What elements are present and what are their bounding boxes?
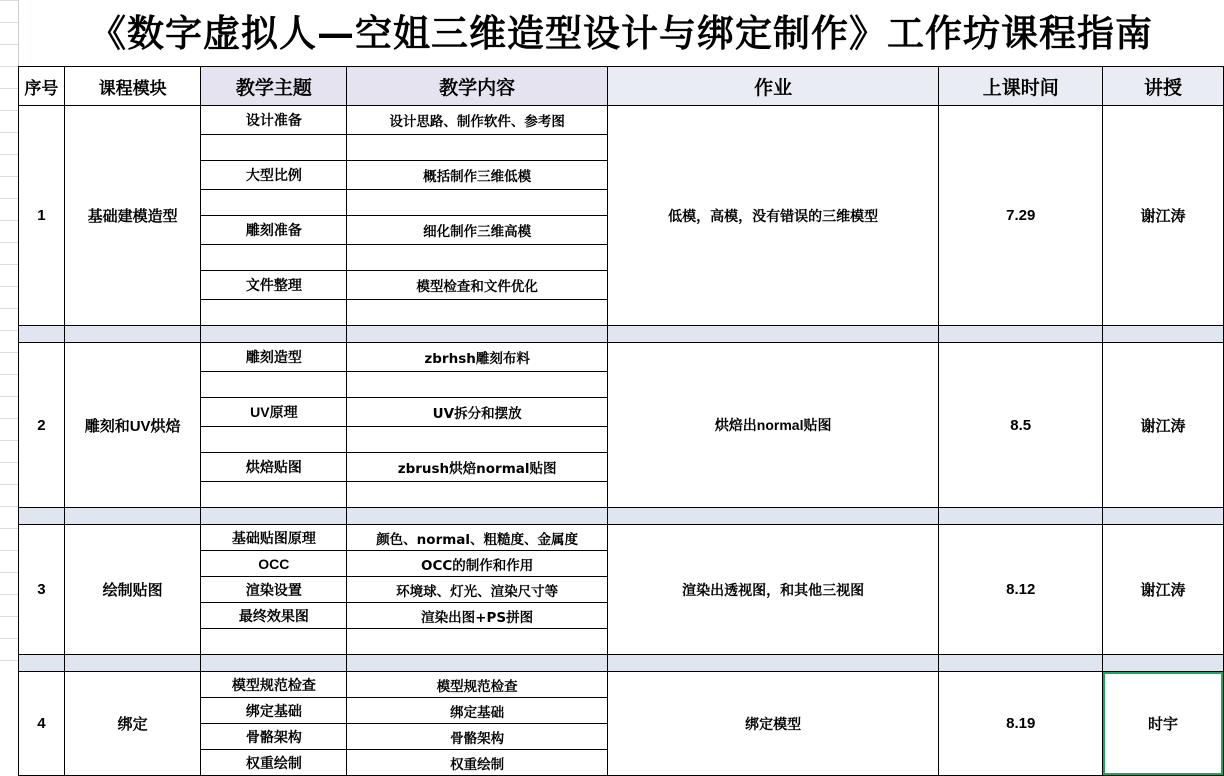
divider-cell [347,326,608,343]
gutter-row-line [0,374,18,375]
gutter-row-line [0,594,18,595]
gutter-row-line [0,110,18,111]
gutter-row-line [0,396,18,397]
gutter-row-line [0,638,18,639]
cell-topic: 权重绘制 [201,750,347,776]
course-schedule-table [18,66,1224,776]
header-teacher: 讲授 [1103,67,1224,106]
gutter-row-line [0,330,18,331]
cell-seq: 1 [19,106,65,326]
gutter-row-line [0,660,18,661]
cell-time: 8.19 [939,672,1103,776]
gutter-row-line [0,528,18,529]
gutter-row-line [0,154,18,155]
divider-cell [607,326,938,343]
gutter-row-line [0,506,18,507]
gutter-row-line [0,44,18,45]
table-header-row [19,67,1224,106]
cell-content: 颜色、normal、粗糙度、金属度 [347,525,608,551]
gutter-row-line [0,484,18,485]
gutter-row-line [0,440,18,441]
cell-topic: 基础贴图原理 [201,525,347,551]
cell-content [347,482,608,508]
divider-cell [19,655,65,672]
divider-cell [607,508,938,525]
table-row [19,343,1224,372]
gutter-row-line [0,220,18,221]
table-row [19,525,1224,551]
divider-cell [201,655,347,672]
gutter-row-line [0,66,18,67]
gutter-row-line [0,462,18,463]
cell-content [347,629,608,655]
cell-teacher: 谢江涛 [1103,106,1224,326]
cell-topic: 最终效果图 [201,603,347,629]
cell-teacher: 谢江涛 [1103,525,1224,655]
cell-content: 骨骼架构 [347,724,608,750]
divider-cell [1103,655,1224,672]
divider-cell [64,508,201,525]
cell-homework: 渲染出透视图，和其他三视图 [607,525,938,655]
cell-content: 模型检查和文件优化 [347,271,608,300]
cell-topic: 大型比例 [201,161,347,190]
page-title: 《数字虚拟人—空姐三维造型设计与绑定制作》工作坊课程指南 [89,10,1153,55]
document-title-cell [18,0,1224,67]
header-time: 上课时间 [939,67,1103,106]
cell-content: 概括制作三维低模 [347,161,608,190]
gutter-row-line [0,176,18,177]
cell-topic: 绑定基础 [201,698,347,724]
cell-time: 8.12 [939,525,1103,655]
gutter-row-line [0,418,18,419]
gutter-row-line [0,352,18,353]
cell-seq: 4 [19,672,65,776]
cell-content: 权重绘制 [347,750,608,776]
cell-topic [201,372,347,398]
gutter-row-line [0,572,18,573]
gutter-row-line [0,616,18,617]
cell-seq: 3 [19,525,65,655]
cell-content: 模型规范检查 [347,672,608,698]
divider-cell [201,508,347,525]
row-gutter [0,0,19,671]
section-divider-row [19,655,1224,672]
cell-topic [201,135,347,161]
cell-content [347,190,608,216]
cell-topic: 渲染设置 [201,577,347,603]
gutter-row-line [0,198,18,199]
cell-topic: 雕刻造型 [201,343,347,372]
cell-content [347,135,608,161]
cell-topic: 雕刻准备 [201,216,347,245]
cell-content [347,245,608,271]
cell-topic: 烘焙贴图 [201,453,347,482]
divider-cell [347,655,608,672]
divider-cell [19,326,65,343]
cell-topic [201,245,347,271]
cell-topic: 设计准备 [201,106,347,135]
gutter-row-line [0,88,18,89]
table-row [19,106,1224,135]
cell-content: 设计思路、制作软件、参考图 [347,106,608,135]
gutter-row-line [0,0,18,1]
gutter-row-line [0,22,18,23]
header-content: 教学内容 [347,67,608,106]
divider-cell [64,655,201,672]
section-divider-row [19,508,1224,525]
cell-topic [201,427,347,453]
divider-cell [347,508,608,525]
cell-content: zbrhsh雕刻布料 [347,343,608,372]
divider-cell [1103,326,1224,343]
cell-module: 绑定 [64,672,201,776]
gutter-row-line [0,132,18,133]
cell-time: 8.5 [939,343,1103,508]
cell-time: 7.29 [939,106,1103,326]
divider-cell [939,326,1103,343]
cell-module: 基础建模造型 [64,106,201,326]
cell-teacher: 时宇 [1103,672,1224,776]
cell-content: UV拆分和摆放 [347,398,608,427]
gutter-row-line [0,550,18,551]
divider-cell [64,326,201,343]
cell-content [347,300,608,326]
divider-cell [201,326,347,343]
cell-module: 绘制贴图 [64,525,201,655]
section-divider-row [19,326,1224,343]
divider-cell [1103,508,1224,525]
cell-content: OCC的制作和作用 [347,551,608,577]
cell-content: 细化制作三维高模 [347,216,608,245]
cell-topic [201,190,347,216]
header-topic: 教学主题 [201,67,347,106]
cell-topic [201,300,347,326]
header-module: 课程模块 [64,67,201,106]
cell-topic: 文件整理 [201,271,347,300]
table-body [19,106,1224,776]
cell-content: 绑定基础 [347,698,608,724]
gutter-row-line [0,264,18,265]
header-seq: 序号 [19,67,65,106]
cell-homework: 绑定模型 [607,672,938,776]
table-row [19,672,1224,698]
gutter-row-line [0,242,18,243]
cell-topic [201,482,347,508]
cell-content [347,372,608,398]
divider-cell [19,508,65,525]
gutter-row-line [0,286,18,287]
gutter-row-line [0,308,18,309]
cell-homework: 烘焙出normal贴图 [607,343,938,508]
cell-topic: 模型规范检查 [201,672,347,698]
cell-teacher: 谢江涛 [1103,343,1224,508]
cell-content: 渲染出图+PS拼图 [347,603,608,629]
cell-content [347,427,608,453]
header-homework: 作业 [607,67,938,106]
cell-topic: 骨骼架构 [201,724,347,750]
cell-content: 环境球、灯光、渲染尺寸等 [347,577,608,603]
cell-topic: OCC [201,551,347,577]
cell-content: zbrush烘焙normal贴图 [347,453,608,482]
cell-seq: 2 [19,343,65,508]
divider-cell [607,655,938,672]
divider-cell [939,655,1103,672]
cell-homework: 低模，高模，没有错误的三维模型 [607,106,938,326]
cell-topic: UV原理 [201,398,347,427]
cell-module: 雕刻和UV烘焙 [64,343,201,508]
divider-cell [939,508,1103,525]
cell-topic [201,629,347,655]
